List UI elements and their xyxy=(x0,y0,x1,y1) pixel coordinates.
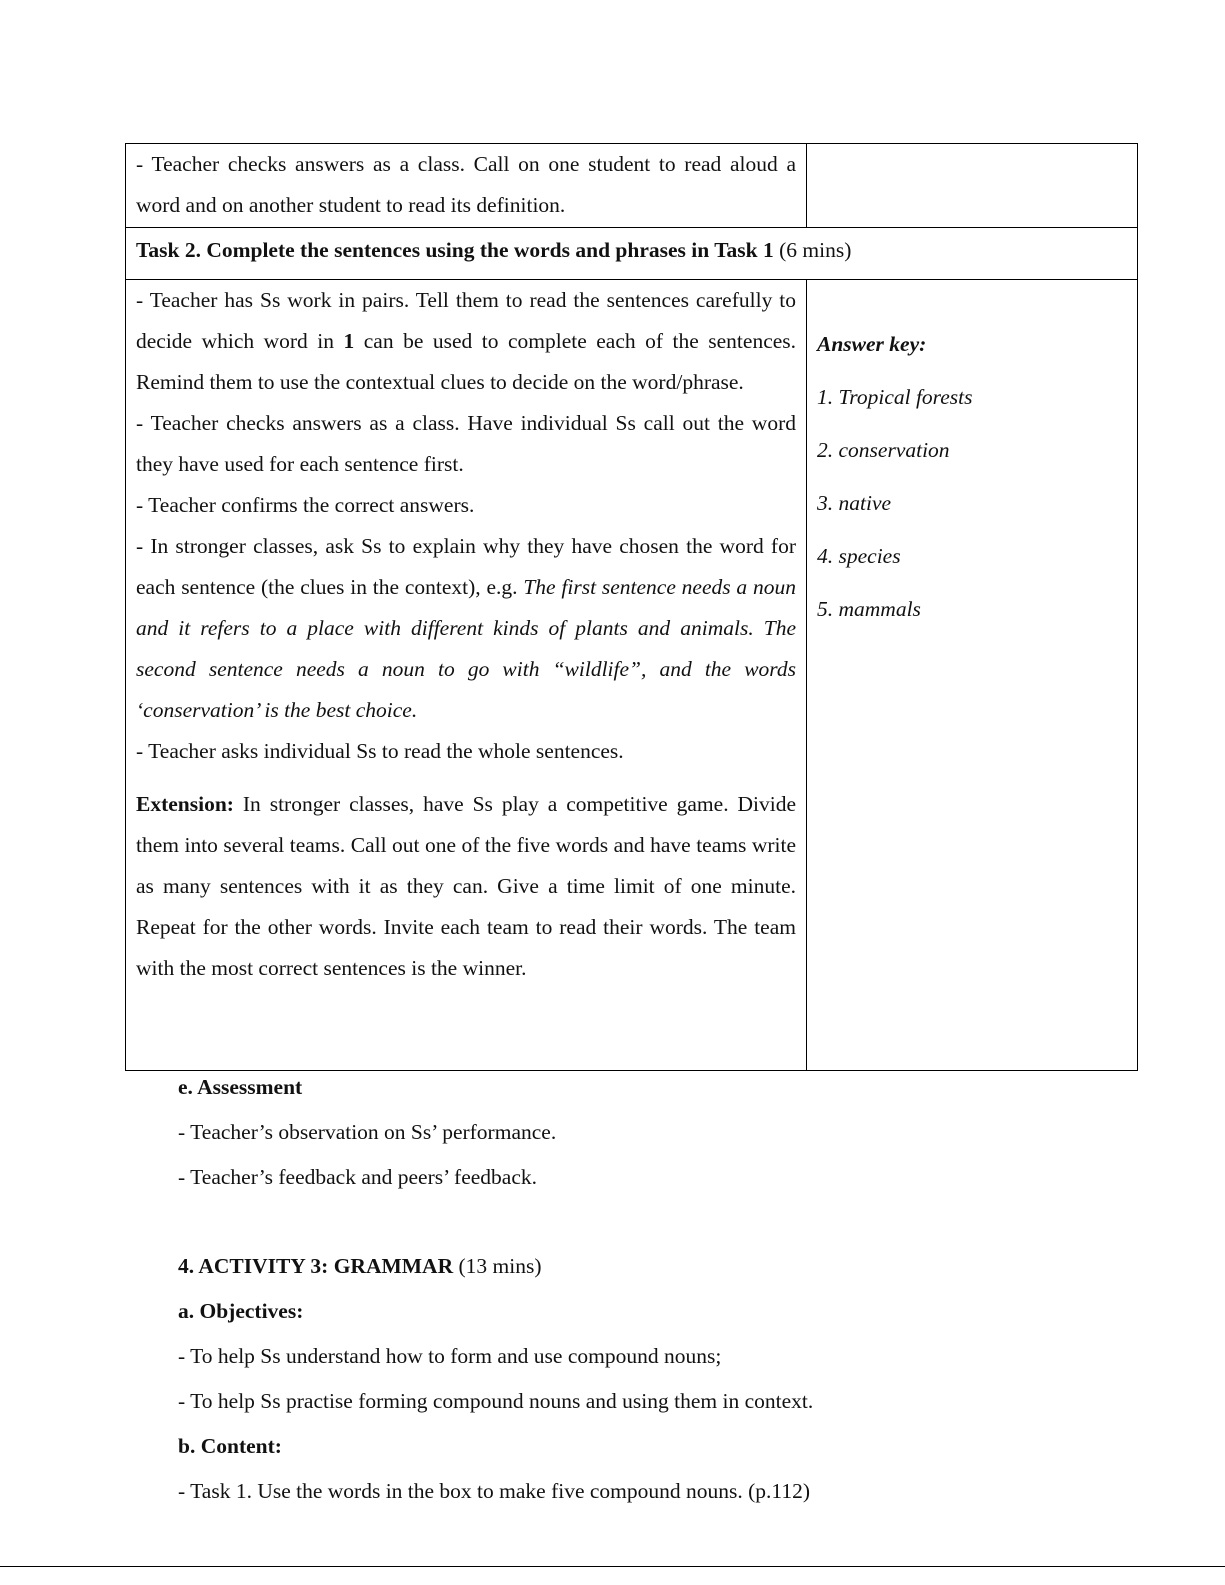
table-row xyxy=(126,144,1138,228)
task-heading-row xyxy=(126,228,1138,280)
confirm-answers-line: - Teacher confirms the correct answers. xyxy=(136,493,475,517)
check-answers-text: - Teacher checks answers as a class. Call on one student to read aloud a word and on another student to read its definition. xyxy=(136,152,796,217)
assessment-line: - Teacher’s feedback and peers’ feedback. xyxy=(178,1165,538,1189)
empty-answer-cell xyxy=(807,144,1138,228)
content-heading xyxy=(178,1424,1178,1469)
answer-item: 4. species xyxy=(817,544,901,568)
read-sentences-line: - Teacher asks individual Ss to read the whole sentences. xyxy=(136,739,624,763)
activity3-time: (13 mins) xyxy=(458,1254,542,1278)
answer-key xyxy=(817,280,1127,631)
page-bottom-rule xyxy=(0,1566,1225,1567)
activity3-heading xyxy=(178,1244,1178,1289)
content-heading-text: b. Content: xyxy=(178,1434,282,1458)
task2-time: (6 mins) xyxy=(779,238,852,262)
stronger-classes-text: - In stronger classes, ask Ss to explain why they have chosen the word for each sentence (the clues in the context), e.g. xyxy=(136,534,796,599)
check-answers-line: - Teacher checks answers as a class. Have individual Ss call out the word they have used for each sentence first. xyxy=(136,411,796,476)
procedure-cell xyxy=(126,144,807,228)
objectives-heading xyxy=(178,1289,1178,1334)
pair-work-text-cont: can be used to complete each of the sentences. Remind them to use the contextual clues to decide on the word/phrase. xyxy=(136,329,797,394)
answer-item: 5. mammals xyxy=(817,597,921,621)
task2-heading xyxy=(126,228,1138,280)
answer-item: 3. native xyxy=(817,491,892,515)
stronger-classes-line xyxy=(136,526,796,731)
objective-line: - To help Ss practise forming compound nouns and using them in context. xyxy=(178,1389,814,1413)
procedure-text xyxy=(136,280,796,772)
procedure-cell xyxy=(126,280,807,1071)
task-number: 1 xyxy=(343,329,355,353)
example-explanation: The first sentence needs a noun and it refers to a place with different kinds of plants and animals. The second sentence needs a noun to go with “wildlife”, and the words ‘conservation’ is the best choice. xyxy=(136,575,796,722)
activity3-title: 4. ACTIVITY 3: GRAMMAR xyxy=(178,1254,454,1278)
answer-key-heading: Answer key: xyxy=(817,332,927,356)
table-row xyxy=(126,280,1138,1071)
assessment-heading-text: e. Assessment xyxy=(178,1075,303,1099)
answer-item: 2. conservation xyxy=(817,438,950,462)
activity3-section xyxy=(178,1244,1178,1514)
pair-work-text: - Teacher has Ss work in pairs. Tell them to read the sentences carefully to decide which word in xyxy=(136,288,796,353)
extension-label: Extension: xyxy=(136,792,234,816)
extension-paragraph xyxy=(136,784,796,989)
lesson-table xyxy=(125,143,1138,1071)
assessment-line: - Teacher’s observation on Ss’ performance. xyxy=(178,1120,557,1144)
objectives-heading-text: a. Objectives: xyxy=(178,1299,304,1323)
task2-title: Task 2. Complete the sentences using the words and phrases in Task 1 xyxy=(136,238,774,262)
answer-key-cell xyxy=(807,280,1138,1071)
content-line: - Task 1. Use the words in the box to make five compound nouns. (p.112) xyxy=(178,1479,811,1503)
assessment-section xyxy=(178,1065,1178,1200)
answer-item: 1. Tropical forests xyxy=(817,385,973,409)
assessment-heading xyxy=(178,1065,1178,1110)
extension-text: In stronger classes, have Ss play a competitive game. Divide them into several teams. Call out one of the five words and have teams write as many sentences with it as they can. Give a time limit of one minute. Repeat for the other words. Invite each team to read their words. The team with the most correct sentences is the winner. xyxy=(136,792,796,980)
objective-line: - To help Ss understand how to form and use compound nouns; xyxy=(178,1344,722,1368)
